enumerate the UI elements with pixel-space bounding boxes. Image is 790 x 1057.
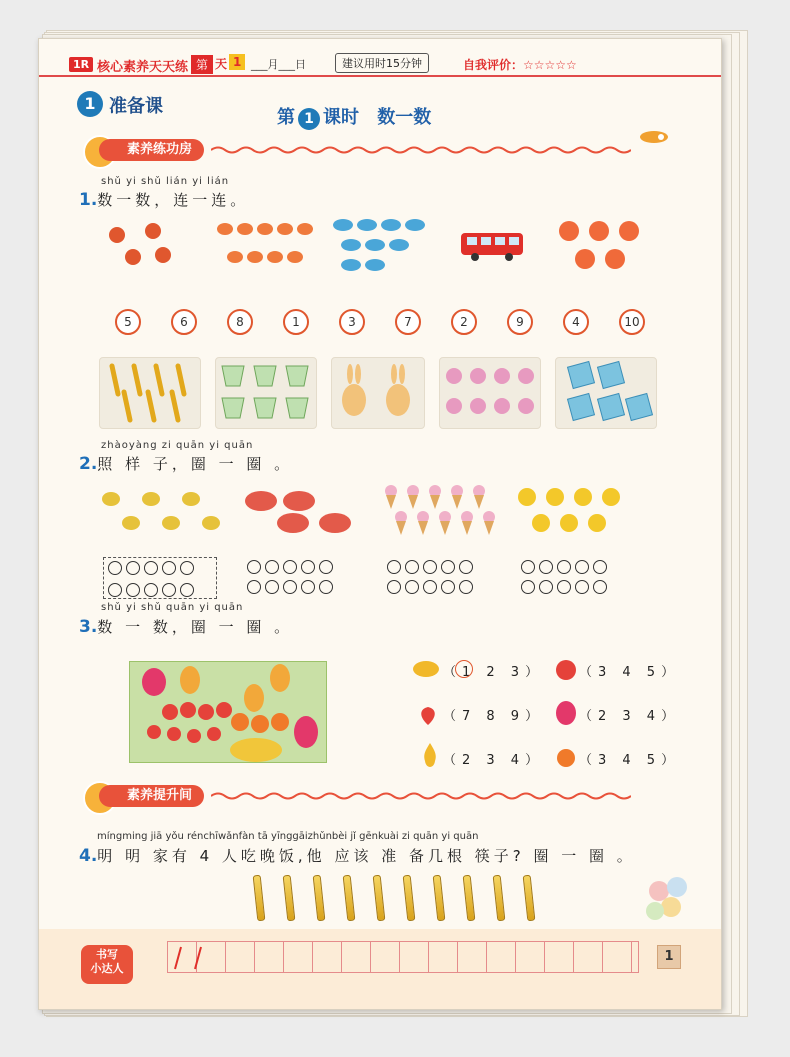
apple-icon: [553, 657, 579, 681]
chopstick[interactable]: [523, 875, 536, 922]
answer-choice-pear[interactable]: （2 3 4）: [443, 753, 545, 768]
number-circle[interactable]: 9: [507, 309, 533, 335]
lesson-title: 第 1 课时 数一数: [277, 107, 432, 128]
series-logo: 1R: [69, 57, 93, 72]
number-circle[interactable]: 4: [563, 309, 589, 335]
goldfish-group: [215, 217, 315, 273]
q2-prompt: 2.照 样 子，圈 一 圈 。: [79, 454, 294, 474]
number-circle[interactable]: 1: [283, 309, 309, 335]
day-prefix: 第: [191, 55, 213, 74]
q3-pinyin: shǔ yi shǔ quān yi quān: [101, 602, 244, 613]
icecream-group: [381, 483, 499, 539]
suggested-time: 建议用时15分钟: [335, 53, 429, 73]
orange-icon: [553, 745, 579, 769]
answer-choice-strawberry[interactable]: （7 8 9）: [443, 709, 545, 724]
number-circle[interactable]: 3: [339, 309, 365, 335]
rocket-icon: [637, 127, 671, 147]
strawberry-icon: [417, 703, 439, 727]
q4-prompt: 4.明 明 家有 4 人吃晚饭,他 应该 准 备几根 筷子? 圈 一 圈 。: [79, 846, 636, 866]
answer-choice-mango[interactable]: （1 2 3）: [443, 665, 545, 680]
handwriting-grid[interactable]: [167, 941, 639, 973]
number-circle[interactable]: 6: [171, 309, 197, 335]
bus-icon: [459, 229, 525, 263]
example-circle-box: [103, 557, 217, 599]
self-evaluation: 自我评价：☆☆☆☆☆: [463, 58, 577, 72]
chopstick[interactable]: [343, 875, 356, 922]
duckling-group: [99, 485, 223, 535]
pear-icon: [419, 741, 441, 771]
number-circle[interactable]: 7: [395, 309, 421, 335]
wavy-divider: [211, 791, 631, 801]
selected-answer-circle: [455, 660, 473, 678]
number-circle[interactable]: 10: [619, 309, 645, 335]
writing-badge: 书写 小达人: [81, 945, 133, 984]
stroke-example: [167, 941, 207, 973]
day-suffix: 天: [215, 57, 228, 71]
q1-pinyin: shǔ yi shǔ lián yi lián: [101, 176, 230, 187]
fruit-basket-picture: [129, 661, 327, 763]
rabbit-group: [331, 357, 425, 429]
number-circle[interactable]: 2: [451, 309, 477, 335]
workbook-page: [38, 38, 722, 1010]
day-number: 1: [229, 54, 245, 70]
practice-section-title: 素养练功房: [99, 139, 204, 161]
mango-icon: [411, 659, 441, 679]
number-circle-row: [115, 309, 675, 339]
chopstick[interactable]: [373, 875, 386, 922]
answer-circles-hedgehog[interactable]: [245, 559, 357, 599]
chopstick[interactable]: [313, 875, 326, 922]
chopstick[interactable]: [253, 875, 266, 922]
answer-circles-icecream[interactable]: [385, 559, 497, 599]
chopstick[interactable]: [463, 875, 476, 922]
cap-group: [331, 215, 431, 275]
chopstick[interactable]: [403, 875, 416, 922]
dragonfruit-icon: [553, 699, 579, 727]
q2-pinyin: zhàoyàng zi quān yi quān: [101, 440, 254, 451]
q1-prompt: 1.数一数，连一连。: [79, 190, 250, 210]
header-divider: [39, 75, 721, 77]
series-title: 核心素养天天练: [97, 60, 189, 75]
number-circle[interactable]: 8: [227, 309, 253, 335]
crab-group: [103, 219, 183, 269]
wavy-divider: [211, 145, 631, 155]
chopstick[interactable]: [493, 875, 506, 922]
page-number: 1: [657, 945, 681, 969]
chopstick[interactable]: [283, 875, 296, 922]
answer-choice-orange[interactable]: （3 4 5）: [579, 753, 681, 768]
answer-choice-apple[interactable]: （3 4 5）: [579, 665, 681, 680]
unit-title: 准备课: [109, 96, 163, 117]
answer-circles-sunflower[interactable]: [519, 559, 631, 599]
answer-choice-dragonfruit[interactable]: （2 3 4）: [579, 709, 681, 724]
cup-group: [215, 357, 317, 429]
chopstick[interactable]: [433, 875, 446, 922]
balloons-icon: [643, 875, 699, 935]
sunflower-group: [515, 485, 625, 537]
hedgehog-group: [239, 487, 363, 535]
q4-pinyin: míngming jiā yǒu rénchīwǎnfàn tā yīnggāizhǔnbèi jǐ gēnkuài zi quān yi quān: [97, 831, 479, 842]
chopsticks-row: [255, 875, 555, 925]
q1-top-pictures: [103, 215, 663, 275]
q3-prompt: 3.数 一 数，圈 一 圈 。: [79, 617, 294, 637]
unit-badge: 1: [77, 91, 103, 117]
flower-group: [439, 357, 541, 429]
date-field: ___月___日: [251, 58, 306, 71]
peach-group: [557, 217, 657, 275]
improve-section-title: 素养提升间: [99, 785, 204, 807]
number-circle[interactable]: 5: [115, 309, 141, 335]
pencil-group: [99, 357, 201, 429]
book-group: [555, 357, 657, 429]
